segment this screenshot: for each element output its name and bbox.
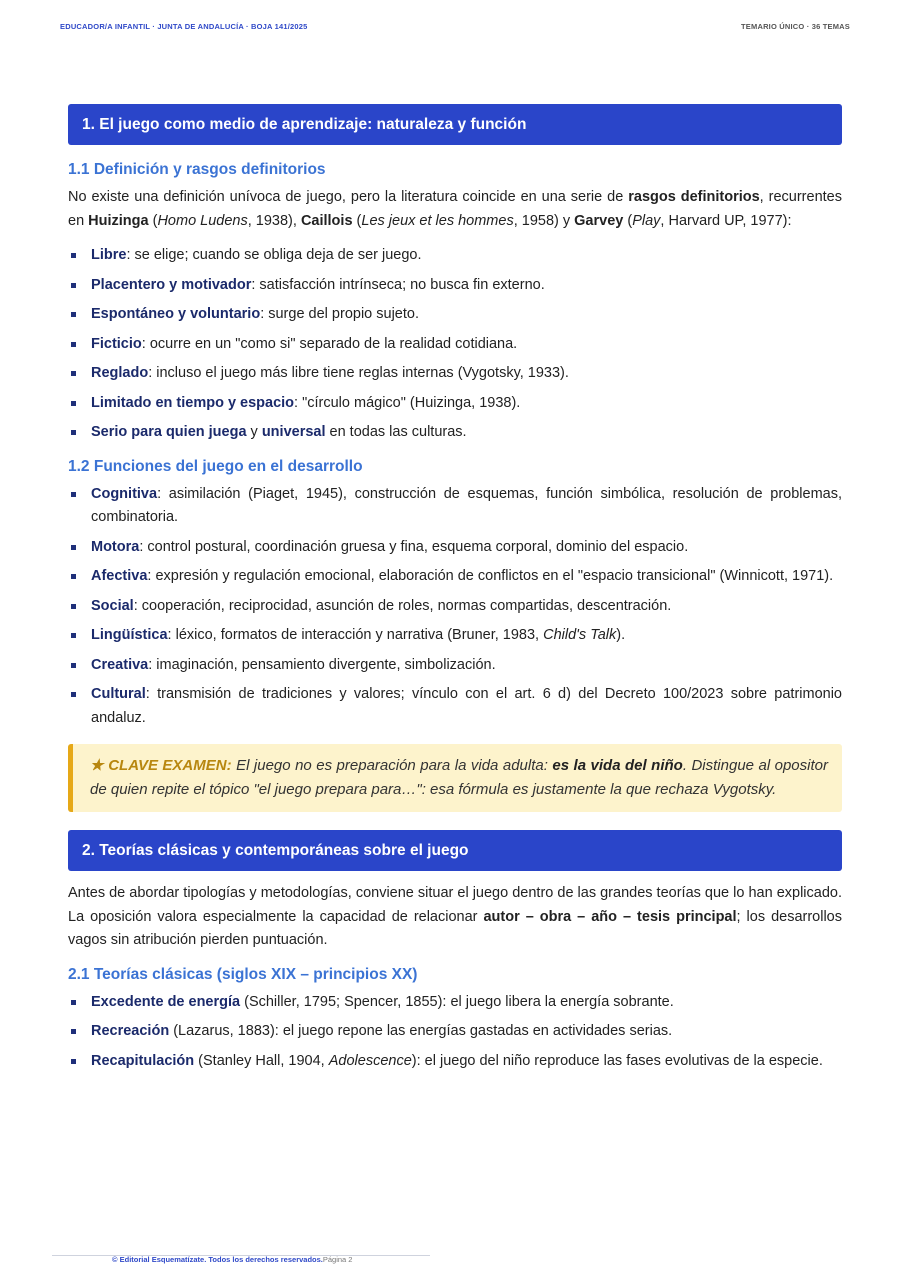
subsection-1-1-title: 1.1 Definición y rasgos definitorios bbox=[68, 161, 326, 178]
page-footer bbox=[112, 1255, 352, 1264]
list-item: Limitado en tiempo y espacio: "círculo mágico" (Huizinga, 1938). bbox=[68, 392, 842, 416]
list-item: Motora: control postural, coordinación gruesa y fina, esquema corporal, dominio del espacio. bbox=[68, 536, 842, 560]
list-item: Ficticio: ocurre en un "como si" separado de la realidad cotidiana. bbox=[68, 333, 842, 357]
subsection-1-1-intro: No existe una definición unívoca de juego, pero la literatura coincide en una serie de rasgos definitorios, recurrentes en Huizinga (Homo Ludens, 1938), Caillois (Les jeux et les hommes, 1958) y Garvey (Play, Harvard UP, 1977): bbox=[68, 189, 842, 229]
list-item: Afectiva: expresión y regulación emocional, elaboración de conflictos en el "espacio transicional" (Winnicott, 1971). bbox=[68, 565, 842, 589]
list-item: Lingüística: léxico, formatos de interacción y narrativa (Bruner, 1983, Child's Talk). bbox=[68, 624, 842, 648]
callout-key-label: ★ CLAVE EXAMEN: bbox=[90, 757, 232, 774]
header-left: EDUCADOR/A INFANTIL · JUNTA DE ANDALUCÍA · BOJA 141/2025 bbox=[60, 22, 308, 31]
header-right: TEMARIO ÚNICO · 36 TEMAS bbox=[741, 22, 850, 31]
page-content bbox=[68, 104, 842, 1073]
functions-list bbox=[68, 483, 842, 731]
list-item: Cognitiva: asimilación (Piaget, 1945), construcción de esquemas, función simbólica, resolución de problemas, combinatoria. bbox=[68, 483, 842, 530]
list-item: Recapitulación (Stanley Hall, 1904, Adolescence): el juego del niño reproduce las fases evolutivas de la especie. bbox=[68, 1050, 842, 1074]
section-1-title: 1. El juego como medio de aprendizaje: naturaleza y función bbox=[68, 104, 842, 145]
section-2-intro: Antes de abordar tipologías y metodologías, conviene situar el juego dentro de las grandes teorías que lo han explicado. La oposición valora especialmente la capacidad de relacionar autor – obra – año – tesis principal; los desarrollos vagos sin atribución pierden puntuación. bbox=[68, 885, 842, 948]
running-header bbox=[60, 22, 850, 31]
list-item: Social: cooperación, reciprocidad, asunción de roles, normas compartidas, descentración. bbox=[68, 595, 842, 619]
page-number: Página 2 bbox=[322, 1255, 353, 1264]
footer-copyright: © Editorial Esquematízate. Todos los derechos reservados. bbox=[112, 1255, 323, 1264]
list-item: Espontáneo y voluntario: surge del propio sujeto. bbox=[68, 303, 842, 327]
traits-list bbox=[68, 244, 842, 445]
list-item: Recreación (Lazarus, 1883): el juego repone las energías gastadas en actividades serias. bbox=[68, 1020, 842, 1044]
list-item: Excedente de energía (Schiller, 1795; Spencer, 1855): el juego libera la energía sobrante. bbox=[68, 991, 842, 1015]
list-item: Placentero y motivador: satisfacción intrínseca; no busca fin externo. bbox=[68, 274, 842, 298]
exam-key-callout: ★ CLAVE EXAMEN: El juego no es preparación para la vida adulta: es la vida del niño. Distingue al opositor de quien repite el tópico "el juego prepara para…": esa fórmula es justamente la que rechaza Vygotsky. bbox=[68, 744, 842, 812]
list-item: Cultural: transmisión de tradiciones y valores; vínculo con el art. 6 d) del Decreto 100/2023 sobre patrimonio andaluz. bbox=[68, 683, 842, 730]
list-item: Serio para quien juega y universal en todas las culturas. bbox=[68, 421, 842, 445]
section-2-title: 2. Teorías clásicas y contemporáneas sobre el juego bbox=[68, 830, 842, 871]
classic-theories-list bbox=[68, 991, 842, 1074]
list-item: Reglado: incluso el juego más libre tiene reglas internas (Vygotsky, 1933). bbox=[68, 362, 842, 386]
subsection-1-2-title: 1.2 Funciones del juego en el desarrollo bbox=[68, 457, 363, 475]
list-item: Creativa: imaginación, pensamiento divergente, simbolización. bbox=[68, 654, 842, 678]
subsection-2-1-title: 2.1 Teorías clásicas (siglos XIX – principios XX) bbox=[68, 965, 418, 983]
list-item: Libre: se elige; cuando se obliga deja de ser juego. bbox=[68, 244, 842, 268]
